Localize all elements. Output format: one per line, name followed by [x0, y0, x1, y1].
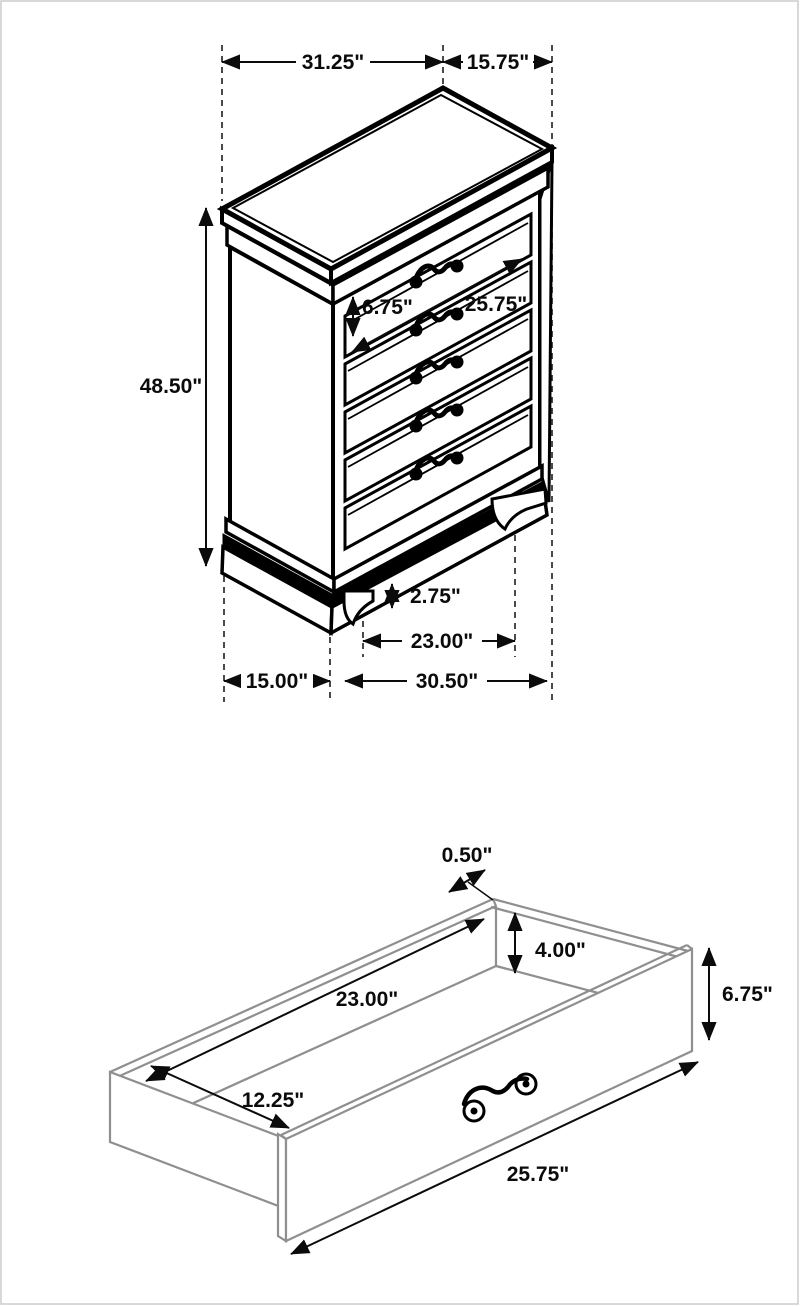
chest-drawer-width-label: 25.75"	[464, 293, 528, 316]
drawer-inside-width-label: 12.25"	[241, 1089, 305, 1112]
chest-floor-depth-label: 15.00"	[245, 670, 309, 693]
chest-foot-height-label: 2.75"	[410, 585, 461, 608]
chest-drawer-height-label: 6.75"	[362, 296, 413, 319]
chest-top-width-label: 31.25"	[301, 51, 365, 74]
chest-foot-spacing-label: 23.00"	[410, 630, 474, 653]
drawer-wall-thickness-label: 0.50"	[441, 844, 493, 867]
chest-top-depth-label: 15.75"	[466, 51, 530, 74]
front-panel-left-edge	[278, 1134, 286, 1241]
chest-floor-width-label: 30.50"	[415, 670, 479, 693]
drawer-inside-length-label: 23.00"	[335, 988, 399, 1011]
drawer-front-height-label: 6.75"	[722, 983, 773, 1006]
drawer-front-width-label: 25.75"	[506, 1163, 570, 1186]
chest-height-label: 48.50"	[139, 375, 203, 398]
chest-right-edge	[540, 161, 552, 502]
drawer-inside-height-label: 4.00"	[535, 939, 586, 962]
